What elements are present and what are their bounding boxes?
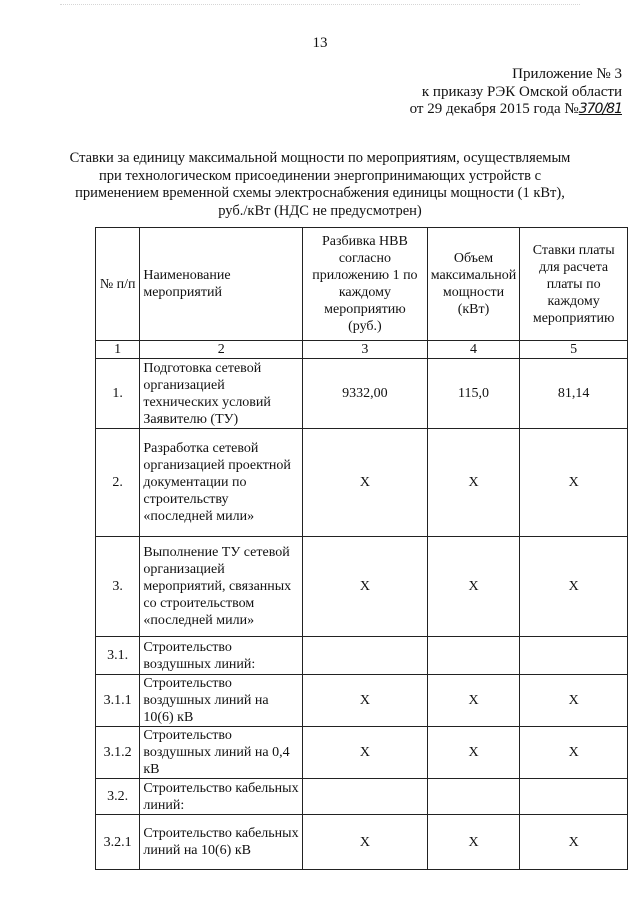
header-nvv: Разбивка НВВ согласно приложению 1 по каждому мероприятию (руб.) (303, 228, 428, 341)
row-number: 2. (96, 429, 140, 537)
header-rate: Ставки платы для расчета платы по каждому мероприятию (520, 228, 628, 341)
table-row (96, 815, 628, 870)
table-row (96, 537, 628, 637)
header-name: Наименование мероприятий (140, 228, 303, 341)
row-power: Х (427, 675, 520, 727)
row-number: 3.2.1 (96, 815, 140, 870)
document-title: Ставки за единицу максимальной мощности по мероприятиям, осуществляемым при технологическом присоединении энергопринимающих устройств с применением временной схемы электроснабжения единицы мощности (1 кВт), руб./кВт (НДС не предусмотрен) (69, 150, 571, 219)
column-index: 1 (96, 341, 140, 359)
row-rate: Х (520, 675, 628, 727)
row-power (427, 637, 520, 675)
row-number: 3.1.1 (96, 675, 140, 727)
appendix-title: Приложение № 3 (512, 66, 622, 82)
row-name: Строительство воздушных линий на 10(6) кВ (140, 675, 303, 727)
row-rate: Х (520, 815, 628, 870)
row-name: Строительство воздушных линий на 0,4 кВ (140, 727, 303, 779)
row-power (427, 779, 520, 815)
row-nvv (303, 779, 428, 815)
row-nvv: Х (303, 537, 428, 637)
row-number: 1. (96, 359, 140, 429)
row-name: Строительство воздушных линий: (140, 637, 303, 675)
table-row (96, 727, 628, 779)
row-rate: 81,14 (520, 359, 628, 429)
row-number: 3. (96, 537, 140, 637)
appendix-order-date (302, 101, 622, 119)
row-name: Разработка сетевой организацией проектной документации по строительству «последней мили» (140, 429, 303, 537)
column-index: 2 (140, 341, 303, 359)
rates-table (95, 227, 628, 870)
row-nvv: Х (303, 675, 428, 727)
row-nvv: 9332,00 (303, 359, 428, 429)
row-name: Подготовка сетевой организацией технических условий Заявителю (ТУ) (140, 359, 303, 429)
appendix-order-ref: к приказу РЭК Омской области (421, 83, 622, 100)
table-row (96, 779, 628, 815)
row-name: Выполнение ТУ сетевой организацией мероприятий, связанных со строительством «последней мили» (140, 537, 303, 637)
header-max-power: Объем максимальной мощности (кВт) (427, 228, 520, 341)
appendix-date-text: от 29 декабря 2015 года № (409, 101, 579, 117)
handwritten-order-number: 370/81 (578, 101, 622, 117)
row-power: Х (427, 815, 520, 870)
table-header-row (96, 228, 628, 341)
table-row (96, 637, 628, 675)
row-number: 3.2. (96, 779, 140, 815)
header-number: № п/п (96, 228, 140, 341)
table-row (96, 359, 628, 429)
row-name: Строительство кабельных линий на 10(6) кВ (140, 815, 303, 870)
row-nvv (303, 637, 428, 675)
row-rate: Х (520, 537, 628, 637)
row-name: Строительство кабельных линий: (140, 779, 303, 815)
row-rate (520, 637, 628, 675)
appendix-header (302, 66, 622, 119)
column-index: 3 (303, 341, 428, 359)
row-number: 3.1.2 (96, 727, 140, 779)
row-power: 115,0 (427, 359, 520, 429)
page-number: 13 (312, 35, 328, 51)
row-rate (520, 779, 628, 815)
row-power: Х (427, 429, 520, 537)
row-rate: Х (520, 727, 628, 779)
column-index-row (96, 341, 628, 359)
table-row (96, 429, 628, 537)
row-power: Х (427, 727, 520, 779)
row-rate: Х (520, 429, 628, 537)
row-nvv: Х (303, 429, 428, 537)
scan-artifacts (60, 4, 580, 11)
column-index: 5 (520, 341, 628, 359)
row-nvv: Х (303, 727, 428, 779)
row-power: Х (427, 537, 520, 637)
row-nvv: Х (303, 815, 428, 870)
table-row (96, 675, 628, 727)
row-number: 3.1. (96, 637, 140, 675)
column-index: 4 (427, 341, 520, 359)
